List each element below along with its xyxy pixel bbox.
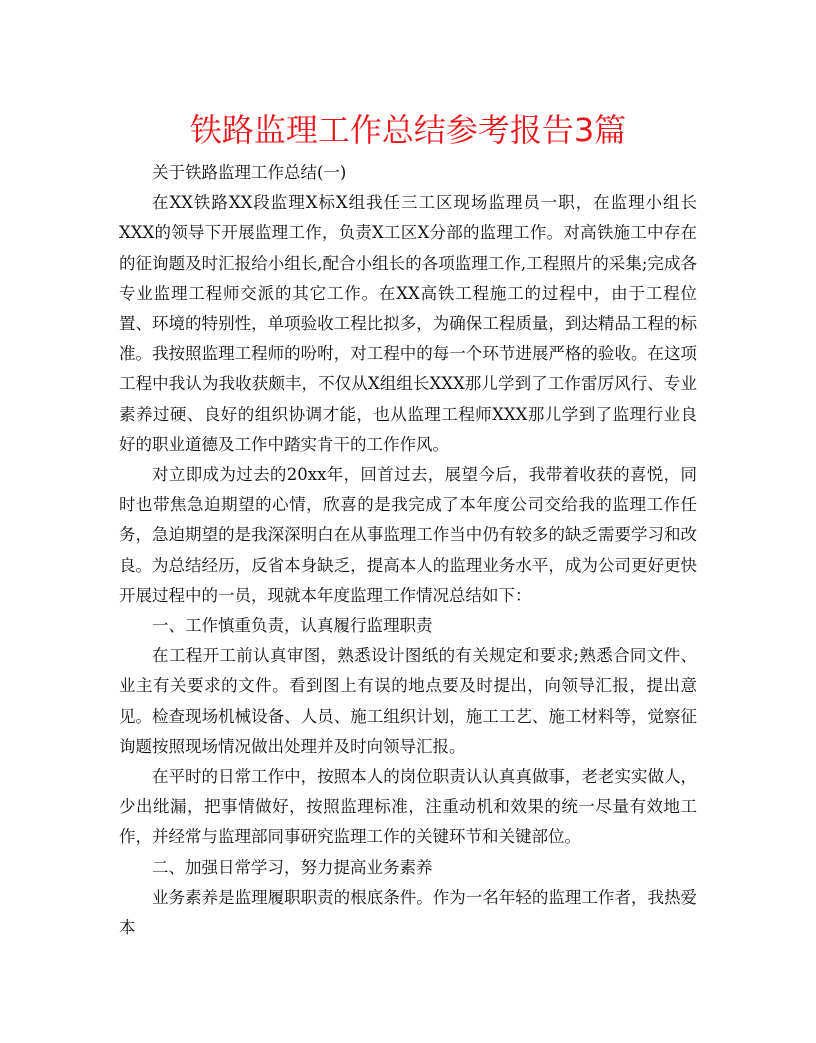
document-body <box>119 158 697 943</box>
paragraph: 业务素养是监理履职职责的根底条件。作为一名年轻的监理工作者，我热爱本 <box>119 887 697 938</box>
section-heading: 关于铁路监理工作总结(一) <box>152 163 347 182</box>
document-title: 铁路监理工作总结参考报告3篇 <box>189 111 627 149</box>
paragraph: 对立即成为过去的20xx年，回首过去，展望今后，我带着收获的喜悦，同时也带焦急迫期望的心情，欣喜的是我完成了本年度公司交给我的监理工作任务，急迫期望的是我深深明白在从事监理工作当中仍有较多的缺乏需要学习和改良。为总结经历，反省本身缺乏，提高本人的监理业务水平，成为公司更好更快开展过程中的一员，现就本年度监理工作情况总结如下： <box>119 465 697 605</box>
paragraph: 在平时的日常工作中，按照本人的岗位职责认认真真做事，老老实实做人，少出纰漏，把事情做好，按照监理标准，注重动机和效果的统一尽量有效地工作，并经常与监理部同事研究监理工作的关键环节和关键部位。 <box>119 767 697 847</box>
paragraph: 在XX铁路XX段监理X标X组我任三工区现场监理员一职，在监理小组长XXX的领导下开展监理工作，负责X工区X分部的监理工作。对高铁施工中存在的征询题及时汇报给小组长,配合小组长的各项监理工作,工程照片的采集;完成各专业监理工程师交派的其它工作。在XX高铁工程施工的过程中，由于工程位置、环境的特别性，单项验收工程比拟多，为确保工程质量，到达精品工程的标准。我按照监理工程师的吩咐，对工程中的每一个环节进展严格的验收。在这项工程中我认为我收获颇丰，不仅从X组组长XXX那儿学到了工作雷厉风行、专业素养过硬、良好的组织协调才能，也从监理工程师XXX那儿学到了监理行业良好的职业道德及工作中踏实肯干的工作作风。 <box>119 193 697 454</box>
section-heading: 一、工作慎重负责，认真履行监理职责 <box>152 616 433 636</box>
paragraph: 在工程开工前认真审图，熟悉设计图纸的有关规定和要求;熟悉合同文件、业主有关要求的文件。看到图上有误的地点要及时提出，向领导汇报，提出意见。检查现场机械设备、人员、施工组织计划，施工工艺、施工材料等，觉察征询题按照现场情况做出处理并及时向领导汇报。 <box>119 646 697 756</box>
section-heading: 二、加强日常学习，努力提高业务素养 <box>152 857 433 877</box>
